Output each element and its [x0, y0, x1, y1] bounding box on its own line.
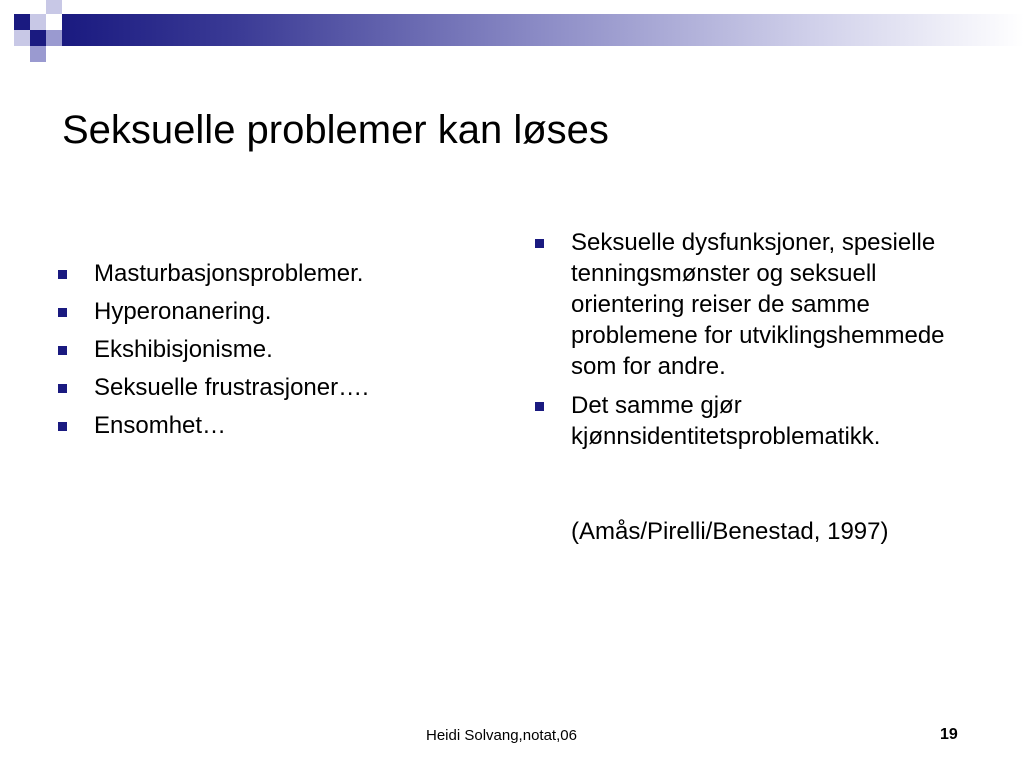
list-item — [56, 410, 496, 441]
slide-title: Seksuelle problemer kan løses — [62, 108, 609, 152]
list-item — [56, 258, 496, 289]
square-bullet-icon — [58, 422, 67, 431]
list-item-text: Ekshibisjonisme. — [94, 336, 273, 363]
header-decoration — [0, 0, 1024, 62]
citation: (Amås/Pirelli/Benestad, 1997) — [571, 518, 889, 545]
list-item — [56, 372, 496, 403]
square-bullet-icon — [58, 346, 67, 355]
square-bullet-icon — [535, 402, 544, 411]
header-gradient-bar — [62, 14, 1024, 46]
page-number: 19 — [940, 726, 958, 743]
deco-square — [46, 30, 62, 46]
list-item — [533, 227, 973, 382]
list-item-text: Hyperonanering. — [94, 298, 272, 325]
square-bullet-icon — [535, 239, 544, 248]
deco-square — [30, 30, 46, 46]
deco-square — [46, 14, 62, 30]
list-item — [56, 296, 496, 327]
right-bullet-list — [533, 227, 973, 460]
list-item-text: Masturbasjonsproblemer. — [94, 260, 364, 287]
list-item-text: Seksuelle frustrasjoner…. — [94, 374, 369, 401]
left-bullet-list — [56, 258, 496, 448]
footer-author: Heidi Solvang,notat,06 — [426, 727, 577, 744]
list-item — [533, 390, 973, 452]
list-item-text: Ensomhet… — [94, 412, 227, 439]
deco-square — [14, 14, 30, 30]
deco-square — [14, 30, 30, 46]
square-bullet-icon — [58, 270, 67, 279]
list-item-text: Det samme gjør kjønnsidentitetsproblematikk. — [571, 392, 881, 450]
square-bullet-icon — [58, 308, 67, 317]
list-item — [56, 334, 496, 365]
deco-square — [30, 14, 46, 30]
square-bullet-icon — [58, 384, 67, 393]
list-item-text: Seksuelle dysfunksjoner, spesielle tenningsmønster og seksuell orientering reiser de samme problemene for utviklingshemmede som for andre. — [571, 229, 945, 380]
deco-square — [30, 46, 46, 62]
